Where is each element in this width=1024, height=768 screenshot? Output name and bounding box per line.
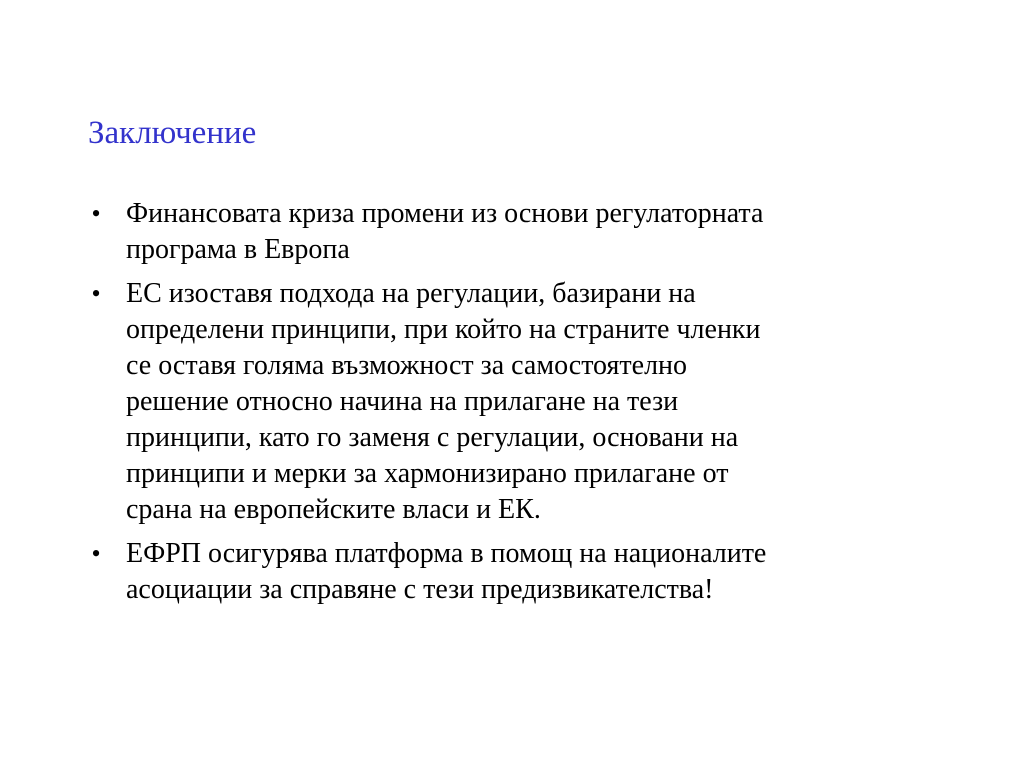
bullet-text-line: принципи, като го заменя с регулации, основани на — [126, 422, 739, 453]
bullet-text-line: Финансовата криза промени из основи регулаторната — [126, 198, 764, 229]
bullet-list — [86, 196, 916, 616]
bullet-text-line: ЕС изоставя подхода на регулации, базирани на — [126, 278, 696, 309]
bullet-text-line: срана на европейските власи и ЕК. — [126, 494, 541, 525]
bullet-marker: • — [91, 539, 101, 568]
bullet-marker: • — [91, 279, 101, 308]
bullet-text-line: ЕФРП осигурява платформа в помощ на националите — [126, 538, 767, 569]
bullet-text-line: програма в Европа — [126, 234, 350, 265]
bullet-text-line: се оставя голяма възможност за самостоятелно — [126, 350, 688, 381]
bullet-marker: • — [91, 199, 101, 228]
bullet-item-efrp-platform — [86, 536, 916, 608]
bullet-item-eu-regulation — [86, 276, 916, 528]
bullet-item-financial-crisis — [86, 196, 916, 268]
bullet-text-line: определени принципи, при който на страните членки — [126, 314, 761, 345]
bullet-text-line: асоциации за справяне с тези предизвикателства! — [126, 574, 714, 605]
bullet-text-line: решение относно начина на прилагане на тези — [126, 386, 679, 417]
bullet-text-line: принципи и мерки за хармонизирано прилагане от — [126, 458, 729, 489]
slide-title: Заключение — [88, 115, 257, 151]
